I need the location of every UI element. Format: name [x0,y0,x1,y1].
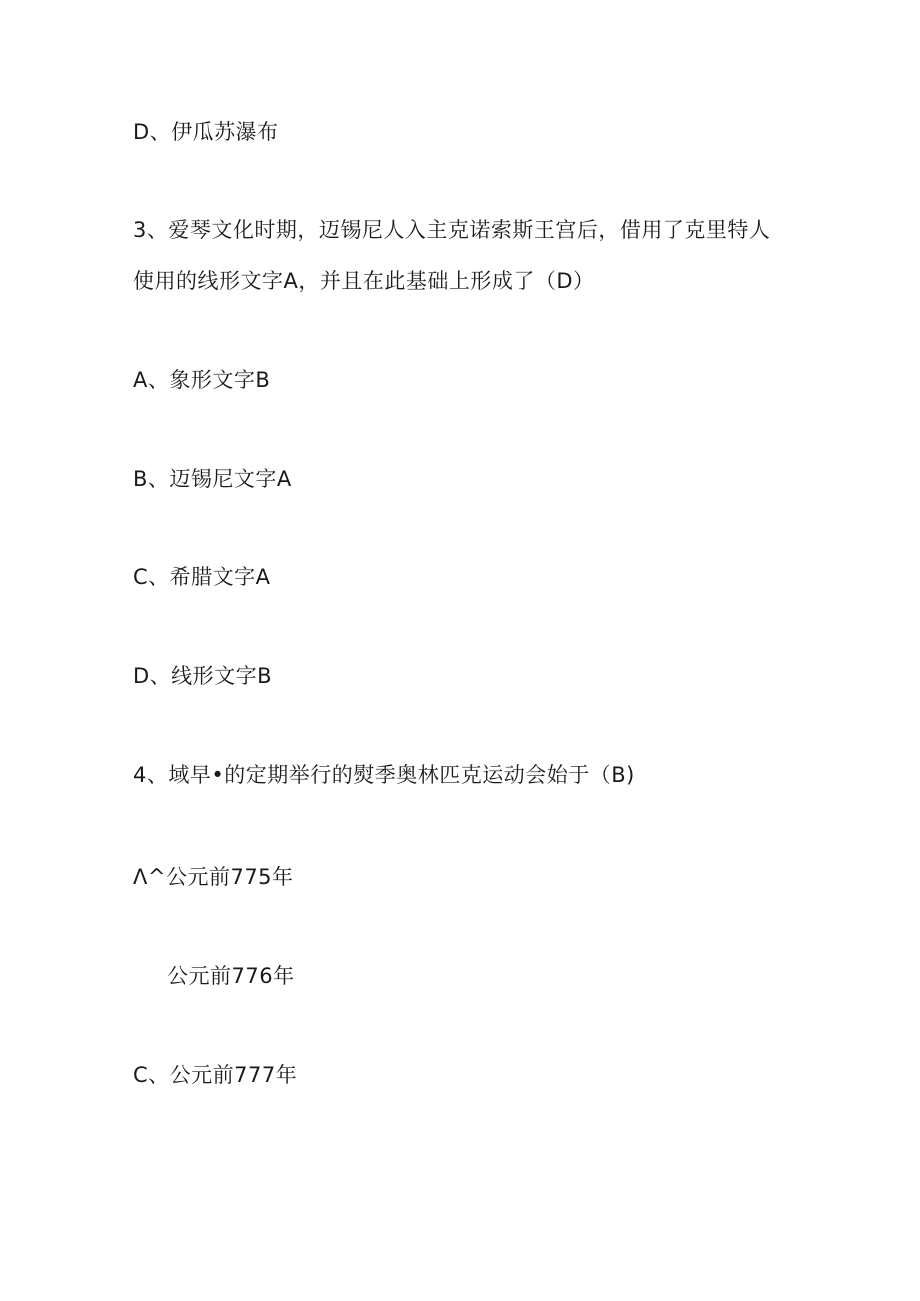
question-3-line-2: 使用的线形文字A，并且在此基础上形成了（D） [133,269,595,293]
option-b-q3: B、迈锡尼文字A [133,467,292,491]
option-d-q2: D、伊瓜苏瀑布 [133,120,279,144]
option-a-q3: A、象形文字B [133,368,271,392]
option-b-q4: 公元前776年 [167,964,295,988]
option-a-q4: Λ^公元前775年 [133,865,294,889]
question-4: 4、域早•的定期举行的熨季奥林匹克运动会始于（B) [133,763,635,787]
option-d-q3: D、线形文字B [133,664,273,688]
question-3-line-1: 3、爱琴文化时期，迈锡尼人入主克诺索斯王宫后，借用了克里特人 [133,218,771,242]
option-c-q3: C、希腊文字A [133,565,271,589]
option-c-q4: C、公元前777年 [133,1063,298,1087]
